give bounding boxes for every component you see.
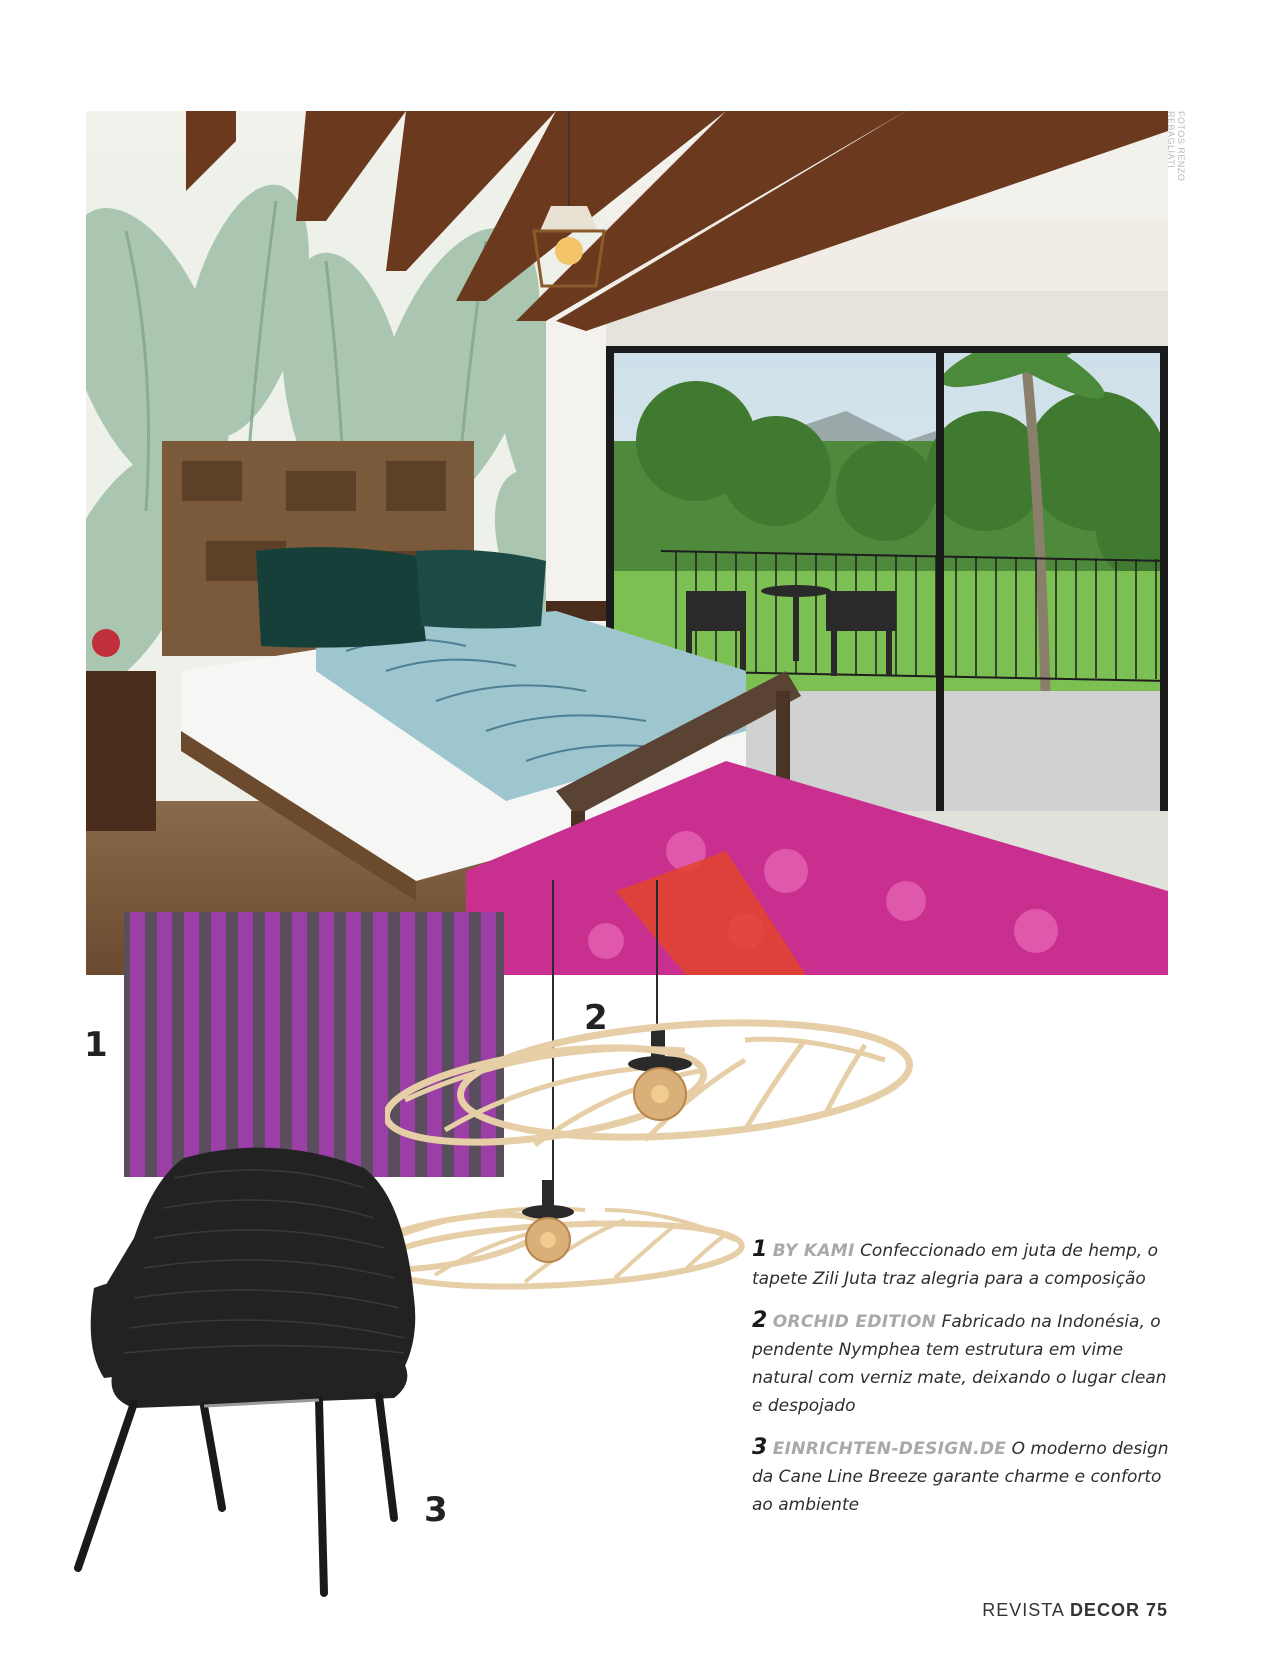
- cane-line-breeze-chair: [74, 1138, 436, 1598]
- page-folio: [982, 1600, 1168, 1621]
- bedroom-photo: [86, 111, 1168, 975]
- caption-brand: EINRICHTEN-DESIGN.DE: [772, 1439, 1007, 1459]
- caption-number: 1: [752, 1237, 768, 1262]
- folio-title: DECOR: [1069, 1600, 1140, 1620]
- item-number-3: 3: [424, 1490, 448, 1530]
- caption-number: 3: [752, 1435, 768, 1460]
- product-captions: [752, 1236, 1172, 1533]
- caption-number: 2: [752, 1308, 768, 1333]
- caption-item-1: [752, 1236, 1172, 1293]
- caption-item-3: [752, 1434, 1172, 1519]
- caption-brand: BY KAMI: [772, 1241, 855, 1261]
- caption-text: O moderno design da Cane Line Breeze garante charme e conforto ao ambiente: [752, 1439, 1169, 1515]
- caption-text: Confeccionado em juta de hemp, o tapete Zili Juta traz alegria para a composição: [752, 1241, 1159, 1289]
- caption-item-2: [752, 1307, 1172, 1420]
- folio-magazine: REVISTA: [982, 1600, 1064, 1620]
- folio-page-number: 75: [1145, 1600, 1168, 1620]
- caption-text: Fabricado na Indonésia, o pendente Nymphea tem estrutura em vime natural com verniz mate, deixando o lugar clean e despojado: [752, 1312, 1167, 1416]
- caption-brand: ORCHID EDITION: [772, 1312, 937, 1332]
- item-number-1: 1: [84, 1025, 108, 1065]
- photo-credit: FOTOS RENZO REBAGLIATI: [1166, 111, 1186, 182]
- item-number-2: 2: [584, 998, 608, 1038]
